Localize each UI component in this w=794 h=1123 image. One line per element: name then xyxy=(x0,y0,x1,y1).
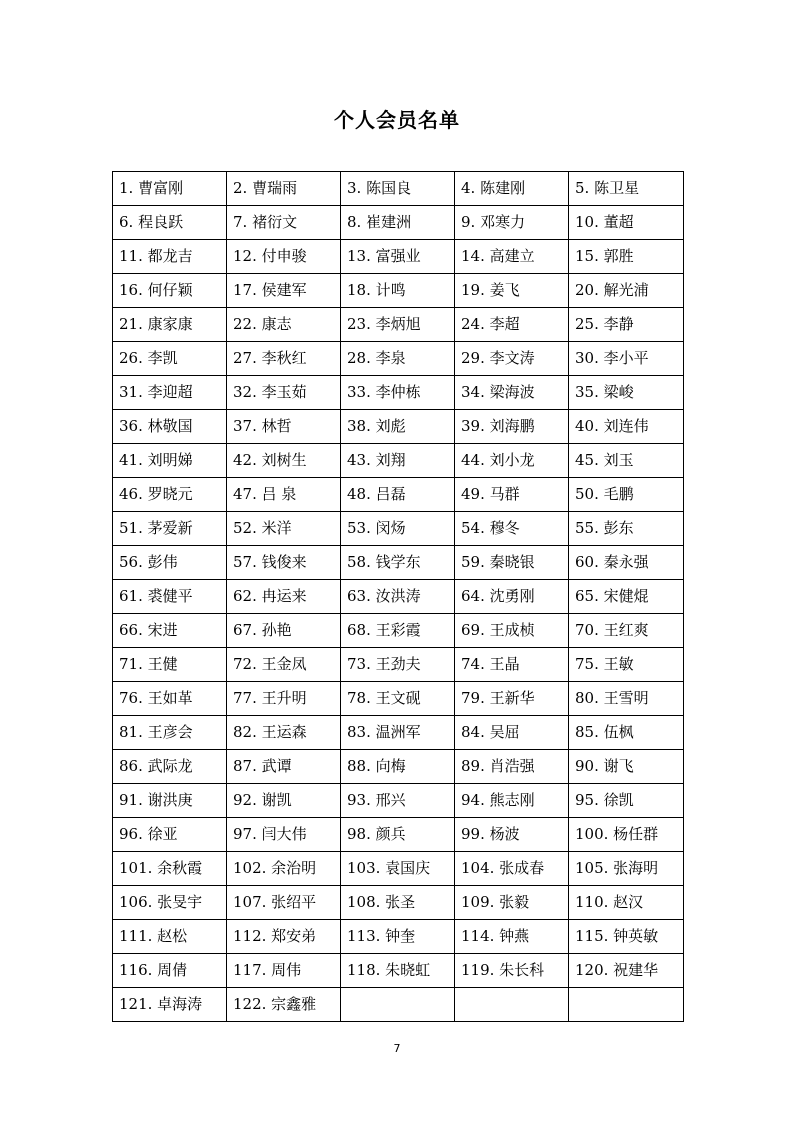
empty-cell xyxy=(341,988,455,1022)
member-cell: 115. 钟英敏 xyxy=(569,920,684,954)
member-cell: 40. 刘连伟 xyxy=(569,410,684,444)
member-cell: 7. 褚衍文 xyxy=(227,206,341,240)
member-cell: 42. 刘树生 xyxy=(227,444,341,478)
member-cell: 28. 李泉 xyxy=(341,342,455,376)
member-cell: 106. 张旻宇 xyxy=(113,886,227,920)
member-cell: 24. 李超 xyxy=(455,308,569,342)
empty-cell xyxy=(455,988,569,1022)
member-cell: 38. 刘彪 xyxy=(341,410,455,444)
table-row xyxy=(113,376,684,410)
member-cell: 29. 李文涛 xyxy=(455,342,569,376)
member-cell: 81. 王彦会 xyxy=(113,716,227,750)
member-cell: 73. 王劲夫 xyxy=(341,648,455,682)
member-cell: 32. 李玉茹 xyxy=(227,376,341,410)
table-row xyxy=(113,546,684,580)
member-cell: 52. 米洋 xyxy=(227,512,341,546)
table-row xyxy=(113,206,684,240)
member-cell: 101. 余秋霞 xyxy=(113,852,227,886)
member-cell: 58. 钱学东 xyxy=(341,546,455,580)
table-row xyxy=(113,954,684,988)
member-cell: 12. 付申骏 xyxy=(227,240,341,274)
member-cell: 30. 李小平 xyxy=(569,342,684,376)
table-row xyxy=(113,784,684,818)
member-cell: 3. 陈国良 xyxy=(341,172,455,206)
member-cell: 27. 李秋红 xyxy=(227,342,341,376)
member-cell: 121. 卓海涛 xyxy=(113,988,227,1022)
member-cell: 83. 温洲军 xyxy=(341,716,455,750)
table-row xyxy=(113,342,684,376)
member-cell: 88. 向梅 xyxy=(341,750,455,784)
member-cell: 98. 颜兵 xyxy=(341,818,455,852)
table-row xyxy=(113,614,684,648)
member-cell: 117. 周伟 xyxy=(227,954,341,988)
member-cell: 79. 王新华 xyxy=(455,682,569,716)
member-cell: 54. 穆冬 xyxy=(455,512,569,546)
member-cell: 110. 赵汉 xyxy=(569,886,684,920)
table-row xyxy=(113,886,684,920)
member-cell: 17. 侯建军 xyxy=(227,274,341,308)
member-cell: 118. 朱晓虹 xyxy=(341,954,455,988)
member-cell: 65. 宋健焜 xyxy=(569,580,684,614)
member-cell: 95. 徐凯 xyxy=(569,784,684,818)
member-cell: 19. 姜飞 xyxy=(455,274,569,308)
member-cell: 69. 王成桢 xyxy=(455,614,569,648)
member-cell: 34. 梁海波 xyxy=(455,376,569,410)
member-cell: 119. 朱长科 xyxy=(455,954,569,988)
member-cell: 85. 伍枫 xyxy=(569,716,684,750)
member-cell: 116. 周倩 xyxy=(113,954,227,988)
table-row xyxy=(113,172,684,206)
member-cell: 50. 毛鹏 xyxy=(569,478,684,512)
table-row xyxy=(113,648,684,682)
page-title: 个人会员名单 xyxy=(334,108,460,132)
member-table-body xyxy=(113,172,684,1022)
member-cell: 20. 解光浦 xyxy=(569,274,684,308)
member-cell: 33. 李仲栋 xyxy=(341,376,455,410)
table-row xyxy=(113,274,684,308)
member-cell: 16. 何仔颖 xyxy=(113,274,227,308)
member-cell: 46. 罗晓元 xyxy=(113,478,227,512)
member-cell: 9. 邓寒力 xyxy=(455,206,569,240)
table-row xyxy=(113,444,684,478)
member-cell: 74. 王晶 xyxy=(455,648,569,682)
table-row xyxy=(113,512,684,546)
member-cell: 18. 计鸣 xyxy=(341,274,455,308)
member-cell: 37. 林哲 xyxy=(227,410,341,444)
member-cell: 63. 汝洪涛 xyxy=(341,580,455,614)
member-cell: 45. 刘玉 xyxy=(569,444,684,478)
member-cell: 91. 谢洪庚 xyxy=(113,784,227,818)
member-cell: 84. 吴屈 xyxy=(455,716,569,750)
member-cell: 112. 郑安弟 xyxy=(227,920,341,954)
member-cell: 107. 张绍平 xyxy=(227,886,341,920)
member-cell: 90. 谢飞 xyxy=(569,750,684,784)
member-cell: 99. 杨波 xyxy=(455,818,569,852)
table-row xyxy=(113,410,684,444)
member-cell: 49. 马群 xyxy=(455,478,569,512)
member-cell: 4. 陈建刚 xyxy=(455,172,569,206)
table-row xyxy=(113,716,684,750)
member-cell: 105. 张海明 xyxy=(569,852,684,886)
member-cell: 75. 王敏 xyxy=(569,648,684,682)
table-row xyxy=(113,308,684,342)
member-cell: 76. 王如革 xyxy=(113,682,227,716)
table-row xyxy=(113,240,684,274)
member-cell: 11. 都龙吉 xyxy=(113,240,227,274)
member-cell: 62. 冉运来 xyxy=(227,580,341,614)
member-cell: 66. 宋进 xyxy=(113,614,227,648)
table-row xyxy=(113,988,684,1022)
member-cell: 122. 宗鑫雅 xyxy=(227,988,341,1022)
member-cell: 96. 徐亚 xyxy=(113,818,227,852)
member-cell: 10. 董超 xyxy=(569,206,684,240)
member-cell: 70. 王红爽 xyxy=(569,614,684,648)
member-cell: 23. 李炳旭 xyxy=(341,308,455,342)
member-cell: 22. 康志 xyxy=(227,308,341,342)
member-cell: 93. 邢兴 xyxy=(341,784,455,818)
member-cell: 14. 高建立 xyxy=(455,240,569,274)
member-cell: 86. 武际龙 xyxy=(113,750,227,784)
member-cell: 68. 王彩霞 xyxy=(341,614,455,648)
empty-cell xyxy=(569,988,684,1022)
member-cell: 43. 刘翔 xyxy=(341,444,455,478)
member-cell: 87. 武谭 xyxy=(227,750,341,784)
member-cell: 35. 梁峻 xyxy=(569,376,684,410)
member-cell: 8. 崔建洲 xyxy=(341,206,455,240)
member-cell: 60. 秦永强 xyxy=(569,546,684,580)
member-cell: 108. 张圣 xyxy=(341,886,455,920)
member-cell: 103. 袁国庆 xyxy=(341,852,455,886)
member-cell: 113. 钟奎 xyxy=(341,920,455,954)
member-cell: 77. 王升明 xyxy=(227,682,341,716)
member-cell: 120. 祝建华 xyxy=(569,954,684,988)
member-cell: 82. 王运森 xyxy=(227,716,341,750)
member-cell: 31. 李迎超 xyxy=(113,376,227,410)
member-cell: 104. 张成春 xyxy=(455,852,569,886)
member-cell: 59. 秦晓银 xyxy=(455,546,569,580)
member-cell: 94. 熊志刚 xyxy=(455,784,569,818)
table-row xyxy=(113,818,684,852)
member-cell: 114. 钟燕 xyxy=(455,920,569,954)
member-cell: 102. 余治明 xyxy=(227,852,341,886)
member-cell: 53. 闵炀 xyxy=(341,512,455,546)
member-cell: 67. 孙艳 xyxy=(227,614,341,648)
member-cell: 97. 闫大伟 xyxy=(227,818,341,852)
table-row xyxy=(113,852,684,886)
member-cell: 89. 肖浩强 xyxy=(455,750,569,784)
member-cell: 47. 吕 泉 xyxy=(227,478,341,512)
member-cell: 13. 富强业 xyxy=(341,240,455,274)
member-cell: 15. 郭胜 xyxy=(569,240,684,274)
table-row xyxy=(113,920,684,954)
member-cell: 39. 刘海鹏 xyxy=(455,410,569,444)
table-row xyxy=(113,580,684,614)
table-row xyxy=(113,682,684,716)
member-cell: 78. 王文砚 xyxy=(341,682,455,716)
member-cell: 100. 杨任群 xyxy=(569,818,684,852)
member-cell: 71. 王健 xyxy=(113,648,227,682)
member-cell: 55. 彭东 xyxy=(569,512,684,546)
table-row xyxy=(113,478,684,512)
page-number: 7 xyxy=(393,1042,401,1055)
member-cell: 80. 王雪明 xyxy=(569,682,684,716)
member-cell: 36. 林敬国 xyxy=(113,410,227,444)
member-cell: 56. 彭伟 xyxy=(113,546,227,580)
member-cell: 92. 谢凯 xyxy=(227,784,341,818)
member-cell: 61. 裘健平 xyxy=(113,580,227,614)
member-table xyxy=(112,171,684,1022)
member-cell: 2. 曹瑞雨 xyxy=(227,172,341,206)
member-cell: 51. 茅爱新 xyxy=(113,512,227,546)
member-cell: 41. 刘明娣 xyxy=(113,444,227,478)
member-cell: 44. 刘小龙 xyxy=(455,444,569,478)
member-cell: 64. 沈勇刚 xyxy=(455,580,569,614)
member-cell: 1. 曹富刚 xyxy=(113,172,227,206)
member-cell: 57. 钱俊来 xyxy=(227,546,341,580)
member-cell: 48. 吕磊 xyxy=(341,478,455,512)
member-cell: 6. 程良跃 xyxy=(113,206,227,240)
member-cell: 26. 李凯 xyxy=(113,342,227,376)
member-cell: 25. 李静 xyxy=(569,308,684,342)
member-cell: 21. 康家康 xyxy=(113,308,227,342)
member-cell: 109. 张毅 xyxy=(455,886,569,920)
member-cell: 72. 王金凤 xyxy=(227,648,341,682)
member-cell: 5. 陈卫星 xyxy=(569,172,684,206)
member-cell: 111. 赵松 xyxy=(113,920,227,954)
table-row xyxy=(113,750,684,784)
